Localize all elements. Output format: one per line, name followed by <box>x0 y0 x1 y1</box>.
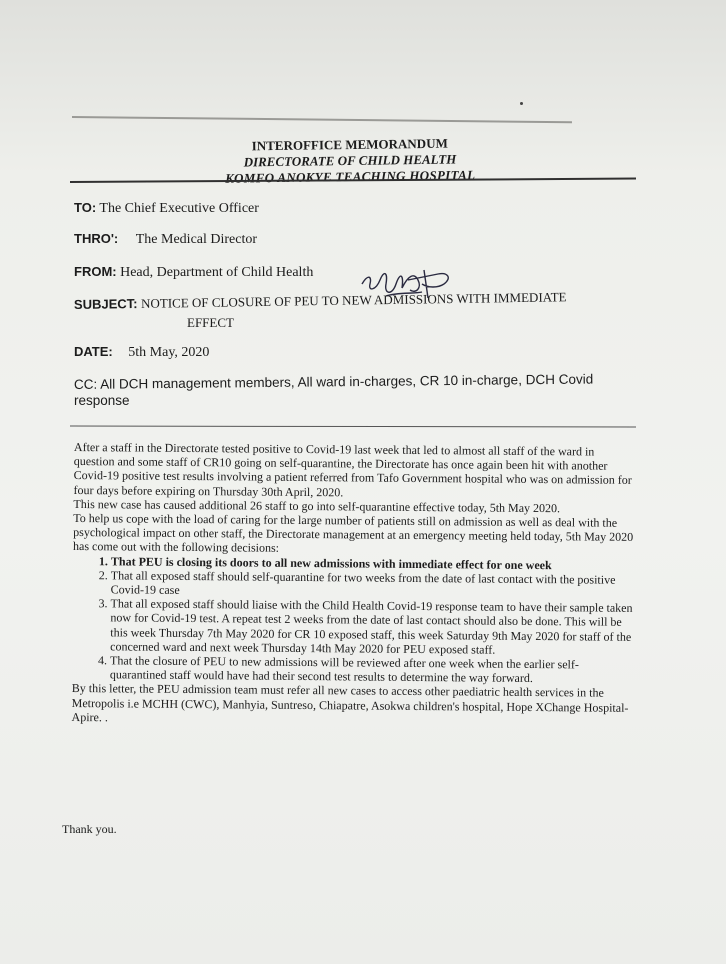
date-label: DATE: <box>74 344 113 359</box>
subject-line2: EFFECT <box>187 315 234 330</box>
decision-item-1: 1. That PEU is closing its doors to all new admissions with immediate effect for one week <box>111 554 633 573</box>
to-value: The Chief Executive Officer <box>99 201 259 216</box>
to-field <box>74 200 259 217</box>
body-paragraph-1: After a staff in the Directorate tested positive to Covid-19 last week that led to almost all staff of the ward in question and some staff of CR10 going on self-quarantine, the Directorate has once again been hit with another Covid-19 positive test results involving a patient referred from Tafo Government hospital who was on admission for four days before expiring on Thursday 30th April, 2020. <box>73 440 632 499</box>
decisions-list <box>72 554 633 687</box>
date-field <box>74 344 209 361</box>
from-value: Head, Department of Child Health <box>120 265 314 280</box>
body-paragraph-2: This new case has caused additional 26 staff to go into self-quarantine effective today, 5th May 2020. <box>73 496 561 516</box>
subject-field <box>74 289 567 314</box>
decision-item-4: 4. That the closure of PEU to new admissions will be reviewed after one week when the earlier self-quarantined staff would have had their second test results to determine the way forward. <box>110 653 632 686</box>
body-paragraph-3: To help us cope with the load of caring for the large number of patients still on admission as well as deal with the psychological impact on other staff, the Directorate management at an emergency meeting held today, 5th May 2020 has come out with the following decisions: <box>73 511 634 556</box>
cc-divider <box>70 426 636 428</box>
thro-field <box>74 231 257 248</box>
cc-line2: response <box>74 393 130 408</box>
header-memo-type: INTEROFFICE MEMORANDUM <box>251 135 448 154</box>
subject-line1: NOTICE OF CLOSURE OF PEU TO NEW ADMISSIONS WITH IMMEDIATE <box>140 289 567 311</box>
to-label: TO: <box>74 200 97 215</box>
memo-body <box>72 440 634 729</box>
header-hospital: KOMFO ANOKYE TEACHING HOSPITAL <box>225 167 476 186</box>
subject-label: SUBJECT: <box>73 296 138 312</box>
from-field <box>74 264 313 281</box>
from-label: FROM: <box>74 264 117 279</box>
date-value: 5th May, 2020 <box>128 345 210 360</box>
top-divider <box>72 116 572 123</box>
cc-line1: CC: All DCH management members, All ward in-charges, CR 10 in-charge, DCH Covid <box>73 371 594 392</box>
thro-label: THRO': <box>74 231 119 246</box>
decision-item-3: 3. That all exposed staff should liaise with the Child Health Covid-19 response team to have their sample taken now for Covid-19 test. A repeat test 2 weeks from the date of last contact should also be done. This will be this week Thursday 7th May 2020 for CR 10 exposed staff, this week Saturday 9th May 2020 for staff of the concerned ward and next week Thursday 14th May 2020 for PEU exposed staff. <box>110 597 632 658</box>
header-directorate: DIRECTORATE OF CHILD HEALTH <box>243 151 457 170</box>
ink-speck <box>520 102 523 105</box>
thro-value: The Medical Director <box>135 232 258 247</box>
decision-item-2: 2. That all exposed staff should self-quarantine for two weeks from the date of last contact with the positive Covid-19 case <box>111 568 633 601</box>
closing: Thank you. <box>62 822 117 836</box>
body-paragraph-4: By this letter, the PEU admission team must refer all new cases to access other paediatric health services in the Metropolis i.e MCHH (CWC), Manhyia, Suntreso, Chiapatre, Asokwa children's hospital, Hope XChange Hospital-Apire. . <box>71 681 629 725</box>
